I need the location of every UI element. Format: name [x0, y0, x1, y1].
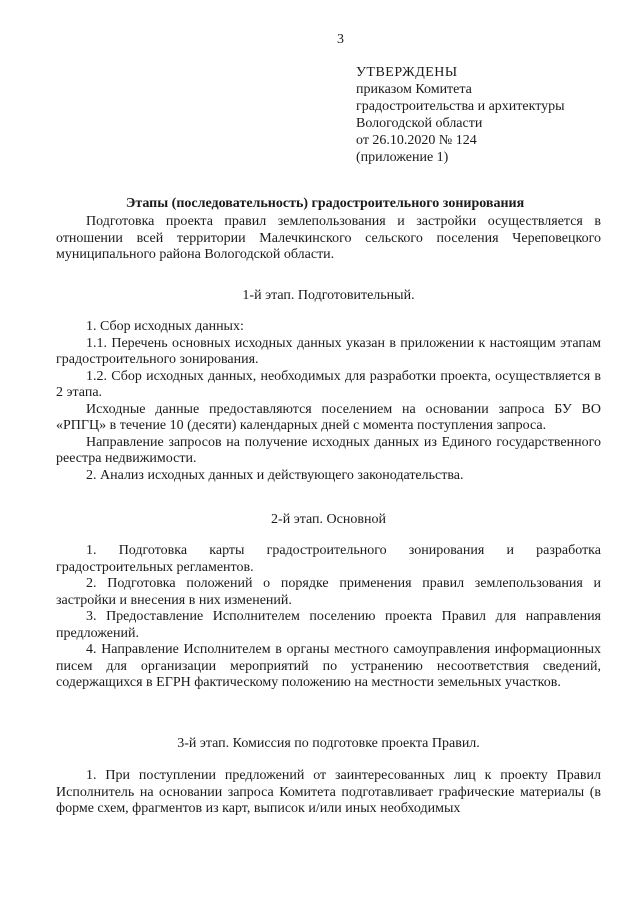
document-title: Этапы (последовательность) градостроительного зонирования	[125, 196, 525, 211]
stage-3-heading: 3-й этап. Комиссия по подготовке проекта Правил.	[177, 736, 480, 751]
approval-line: градостроительства и архитектуры	[356, 99, 565, 114]
stage-2-section	[56, 543, 601, 692]
paragraph: 2. Подготовка положений о порядке применения правил землепользования и застройки и внесения в них изменений.	[56, 576, 601, 608]
page-number: 3	[337, 32, 344, 47]
stage-2-heading: 2-й этап. Основной	[271, 512, 386, 527]
approval-stamp	[356, 64, 626, 166]
paragraph: 3. Предоставление Исполнителем поселению проекта Правил для направления предложений.	[56, 609, 601, 641]
intro-section	[56, 214, 601, 264]
stage-1-section	[56, 319, 601, 484]
paragraph: Направление запросов на получение исходных данных из Единого государственного реестра недвижимости.	[56, 434, 601, 466]
stage-1-heading: 1-й этап. Подготовительный.	[242, 288, 415, 303]
paragraph: 1. Подготовка карты градостроительного зонирования и разработка градостроительных регламентов.	[56, 543, 601, 575]
intro-paragraph: Подготовка проекта правил землепользования и застройки осуществляется в отношении всей территории Малечкинского сельского поселения Череповецкого муниципального района Вологодской области.	[56, 214, 601, 262]
paragraph: 1.2. Сбор исходных данных, необходимых для разработки проекта, осуществляется в 2 этапа.	[56, 368, 601, 400]
paragraph: Исходные данные предоставляются поселением на основании запроса БУ ВО «РПГЦ» в течение 10 (десяти) календарных дней с момента поступления запроса.	[56, 401, 601, 433]
approval-line: от 26.10.2020 № 124	[356, 133, 477, 148]
paragraph: 2. Анализ исходных данных и действующего законодательства.	[86, 467, 464, 483]
approval-heading: УТВЕРЖДЕНЫ	[356, 65, 458, 80]
approval-line: Вологодской области	[356, 116, 483, 131]
approval-line: (приложение 1)	[356, 150, 449, 165]
approval-line: приказом Комитета	[356, 82, 472, 97]
paragraph: 1. При поступлении предложений от заинтересованных лиц к проекту Правил Исполнитель на основании запроса Комитета подготавливает графические материалы (в форме схем, фрагментов из карт, выписок и/или иных необходимых	[56, 768, 601, 816]
paragraph: 4. Направление Исполнителем в органы местного самоуправления информационных писем для организации мероприятий по устранению несоответствия сведений, содержащихся в ЕГРН фактическому положению на местности земельных участков.	[56, 642, 601, 690]
paragraph: 1.1. Перечень основных исходных данных указан в приложении к настоящим этапам градостроительного зонирования.	[56, 335, 601, 367]
stage-3-section	[56, 768, 601, 818]
paragraph: 1. Сбор исходных данных:	[86, 319, 244, 334]
